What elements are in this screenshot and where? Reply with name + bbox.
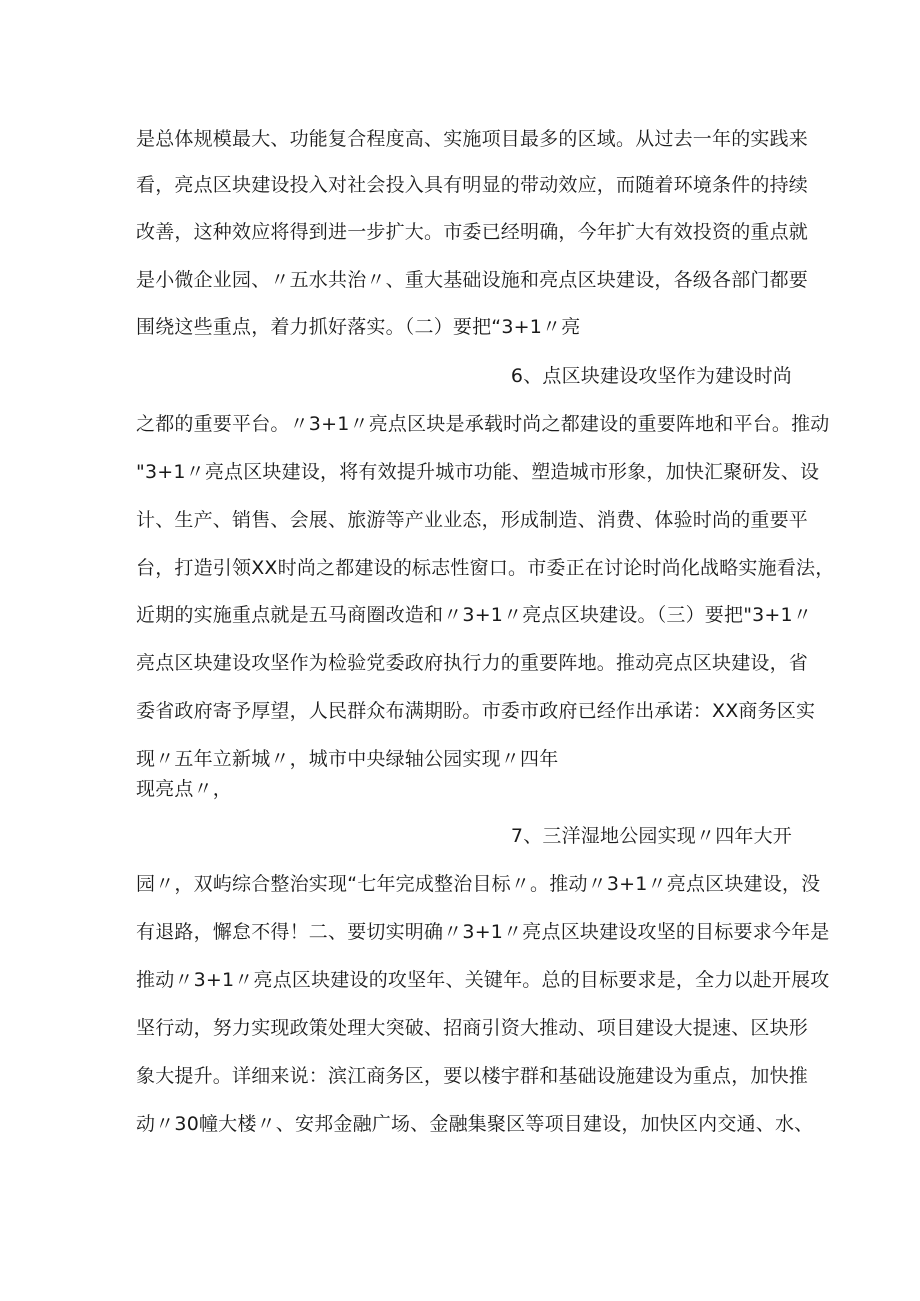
text-line: 园〃，双屿综合整治实现“七年完成整治目标〃。推动〃3+1〃亮点区块建设，没: [136, 873, 821, 895]
text-line: 象大提升。详细来说：滨江商务区，要以楼宇群和基础设施建设为重点，加快推: [136, 1065, 809, 1087]
text-line-heading: 7、三洋湿地公园实现〃四年大开: [510, 825, 792, 847]
text-line: 有退路，懈怠不得！二、要切实明确〃3+1〃亮点区块建设攻坚的目标要求今年是: [136, 921, 830, 943]
text-line: 是小微企业园、〃五水共治〃、重大基础设施和亮点区块建设，各级各部门都要: [136, 269, 809, 291]
text-line: 之都的重要平台。〃3+1〃亮点区块是承载时尚之都建设的重要阵地和平台。推动: [136, 413, 830, 435]
text-line: 围绕这些重点，着力抓好落实。（二）要把“3+1〃亮: [136, 316, 581, 338]
text-line: 计、生产、销售、会展、旅游等产业业态，形成制造、消费、体验时尚的重要平: [136, 509, 809, 531]
text-line: 亮点区块建设攻坚作为检验党委政府执行力的重要阵地。推动亮点区块建设，省: [136, 652, 809, 674]
text-line: "3+1〃亮点区块建设，将有效提升城市功能、塑造城市形象，加快汇聚研发、设: [136, 461, 820, 483]
text-line: 现亮点〃，: [136, 778, 233, 800]
text-line: 看，亮点区块建设投入对社会投入具有明显的带动效应，而随着环境条件的持续: [136, 174, 809, 196]
text-line: 改善，这种效应将得到进一步扩大。市委已经明确，今年扩大有效投资的重点就: [136, 221, 809, 243]
text-line: 委省政府寄予厚望，人民群众布满期盼。市委市政府已经作出承诺：XX商务区实: [136, 700, 816, 722]
text-line: 动〃30幢大楼〃、安邦金融广场、金融集聚区等项目建设，加快区内交通、水、: [136, 1113, 814, 1135]
text-line: 近期的实施重点就是五马商圈改造和〃3+1〃亮点区块建设。（三）要把"3+1〃: [136, 604, 813, 626]
text-line: 推动〃3+1〃亮点区块建设的攻坚年、关键年。总的目标要求是，全力以赴开展攻: [136, 969, 830, 991]
text-line: 台，打造引领XX时尚之都建设的标志性窗口。市委正在讨论时尚化战略实施看法，: [136, 557, 835, 579]
text-line-heading: 6、点区块建设攻坚作为建设时尚: [510, 365, 792, 387]
text-line: 是总体规模最大、功能复合程度高、实施项目最多的区域。从过去一年的实践来: [136, 128, 809, 150]
text-line: 现〃五年立新城〃，城市中央绿轴公园实现〃四年: [136, 748, 559, 770]
text-line: 坚行动，努力实现政策处理大突破、招商引资大推动、项目建设大提速、区块形: [136, 1017, 809, 1039]
